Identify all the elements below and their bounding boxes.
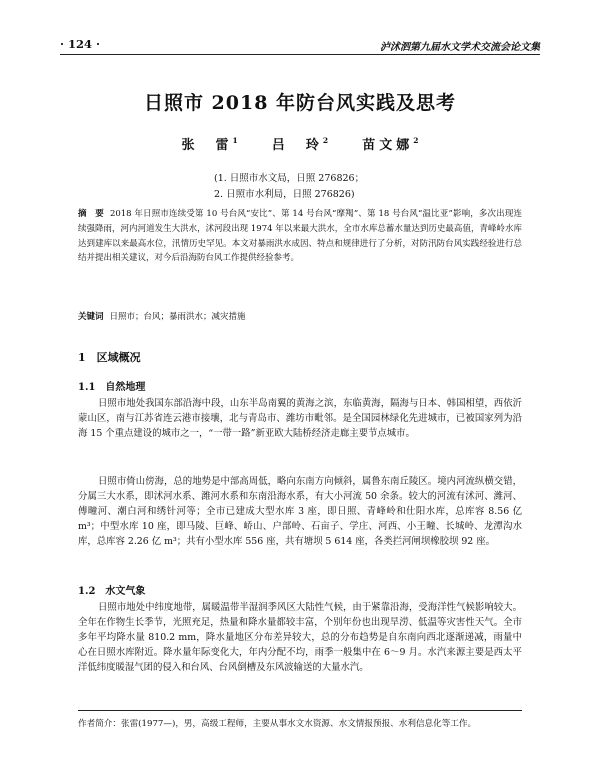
footnote-divider — [78, 710, 522, 711]
author-footnote: 作者简介：张雷(1977—)，男，高级工程师，主要从事水文水资源、水文情报预报、水利信息化等工作。 — [78, 719, 477, 729]
affiliation-line: (1. 日照市水文局，日照 276826； — [214, 173, 365, 184]
author-affiliation-marker: 2 — [413, 136, 419, 145]
subsection-heading: 1.1 自然地理 — [78, 382, 146, 393]
author-affiliation-marker: 1 — [232, 136, 238, 145]
running-header — [60, 34, 540, 55]
page-number: · 124 · — [60, 37, 101, 51]
journal-title: 泸沭泗第九届水文学术交流会论文集 — [380, 42, 540, 53]
author-list — [0, 134, 600, 153]
article-title: 日照市 2018 年防台风实践及思考 — [143, 92, 457, 114]
abstract-text: 2018 年日照市连续受第 10 号台风“安比”、第 14 号台风“摩羯”、第 18 号台风“温比亚”影响，多次出现连续强降雨，河内河道发生大洪水，沭河段出现 1974 年以来最大洪水，全市水库总蓄水量达到历史最高值，青峰岭水库达到建库以来最高水位，汛情历史罕见。本文对暴雨洪水成因、特点和规律进行了分析，对防汛防台风实践经验进行总结并提出相关建议，对今后沿海防台风工作提供经验参考。 — [78, 209, 522, 264]
section-heading: 1 区域概况 — [78, 351, 141, 364]
body-paragraph: 日照市倚山傍海，总的地势是中部高周低，略向东南方向倾斜，属鲁东南丘陵区。境内河流纵横交错，分属三大水系，即沭河水系、潍河水系和东南沿海水系，有大小河流 50 余条。较大的河流有沭河、潍河、傅疃河、潮白河和绣针河等；全市已建成大型水库 3 座，即日照、青峰岭和仕阳水库，总库容 8.56 亿 m³；中型水库 10 座，即马陵、巨峰、峤山、户部岭、石亩子、学庄、河西、小王疃、长城岭、龙潭沟水库，总库容 2.26 亿 m³；共有小型水库 556 座，共有塘坝 5 614 座，各类拦河闸坝橡胶坝 92 座。 — [78, 476, 522, 547]
author-affiliation-marker: 2 — [322, 136, 329, 145]
affiliation-line: 2. 日照市水利局，日照 276826) — [214, 189, 355, 200]
body-paragraph: 日照市地处中纬度地带，属暖温带半湿润季风区大陆性气候，由于紧靠沿海，受海洋性气候影响较大。全年在作物生长季节，光照充足，热量和降水量都较丰富，个别年份也出现旱涝、低温等灾害性天气。全市多年平均降水量 810.2 mm，降水量地区分布差异较大，总的分布趋势是自东南向西北逐渐递减，雨量中心在日照水库附近。降水量年际变化大，年内分配不均，雨季一般集中在 6～9 月。水汽来源主要是西太平洋低纬度暖湿气团的侵入和台风、台风倒槽及东风波输送的大量水汽。 — [78, 602, 522, 673]
keywords-text: 日照市；台风；暴雨洪水；减灾措施 — [109, 312, 246, 322]
subsection-heading: 1.2 水文气象 — [78, 586, 146, 597]
author-name: 苗文娜 — [362, 138, 414, 153]
keywords-label: 关键词 — [78, 312, 104, 322]
author-name: 张 雷 — [181, 138, 233, 153]
body-paragraph: 日照市地处我国东部沿海中段，山东半岛南翼的黄海之滨，东临黄海，隔海与日本、韩国相望，西依沂蒙山区，南与江苏省连云港市接壤，北与青岛市、潍坊市毗邻。是全国园林绿化先进城市，已被国家列为沿海 15 个重点建设的城市之一，“一带一路”新亚欧大陆桥经济走廊主要节点城市。 — [78, 398, 522, 439]
keywords — [78, 310, 522, 322]
author-name: 吕 玲 — [271, 138, 323, 153]
abstract — [78, 207, 522, 266]
abstract-label: 摘 要 — [78, 209, 104, 219]
